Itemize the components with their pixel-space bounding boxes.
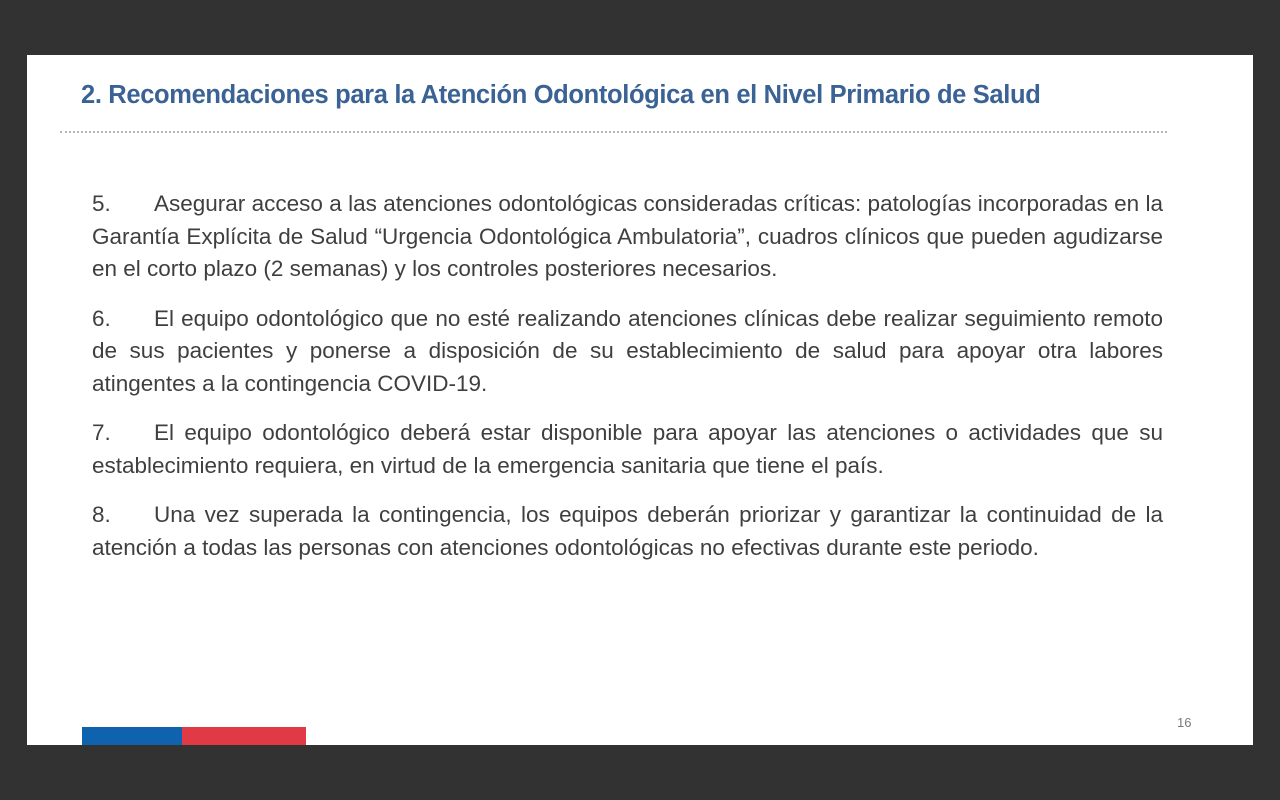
item-number: 8. xyxy=(92,502,111,527)
item-number: 5. xyxy=(92,191,111,216)
list-item xyxy=(92,303,1163,401)
item-text: Asegurar acceso a las atenciones odontológicas consideradas críticas: patologías incorporadas en la Garantía Explícita de Salud “Urgencia Odontológica Ambulatoria”, cuadros clínicos que pueden agudizarse en el corto plazo (2 semanas) y los controles posteriores necesarios. xyxy=(92,191,1163,281)
item-number: 7. xyxy=(92,420,111,445)
page-number: 16 xyxy=(1177,715,1192,730)
presentation-slide xyxy=(27,55,1253,745)
list-item xyxy=(92,188,1163,286)
recommendations-list xyxy=(92,188,1163,581)
slide-title: 2. Recomendaciones para la Atención Odontológica en el Nivel Primario de Salud xyxy=(81,81,1041,109)
list-item xyxy=(92,499,1163,564)
list-item xyxy=(92,417,1163,482)
item-text: Una vez superada la contingencia, los equipos deberán priorizar y garantizar la continuidad de la atención a todas las personas con atenciones odontológicas no efectivas durante este periodo. xyxy=(92,502,1163,560)
item-text: El equipo odontológico deberá estar disponible para apoyar las atenciones o actividades que su establecimiento requiera, en virtud de la emergencia sanitaria que tiene el país. xyxy=(92,420,1163,478)
title-dotted-divider xyxy=(60,131,1167,133)
flag-bar-red xyxy=(182,727,306,745)
item-number: 6. xyxy=(92,305,111,331)
flag-bar-blue xyxy=(82,727,182,745)
item-text: El equipo odontológico que no esté realizando atenciones clínicas debe realizar seguimiento remoto de sus pacientes y ponerse a disposición de su establecimiento de salud para apoyar otra labores atingentes a la contingencia COVID-19. xyxy=(92,305,1163,396)
